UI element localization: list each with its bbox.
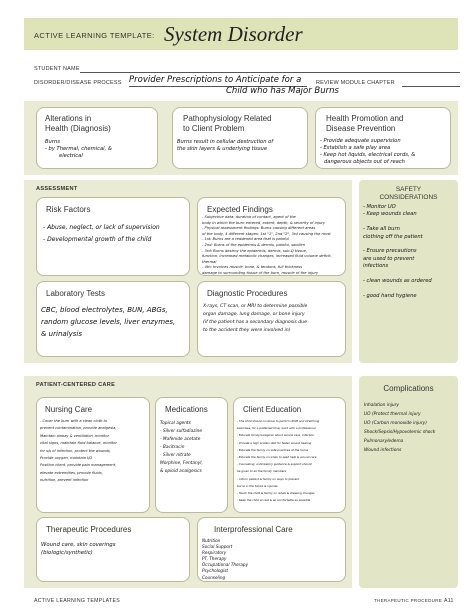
interprofessional-care-line-3: Respiratory bbox=[202, 550, 227, 556]
therapeutic-procedures-line-2: (biologic/synthetic) bbox=[41, 550, 93, 556]
client-education-line-5: - Educate the family on safe practices at the home bbox=[237, 447, 309, 452]
interprofessional-care-line-7: Counseling bbox=[202, 574, 226, 580]
laboratory-tests-line-1: CBC, blood electrolytes, BUN, ABGs, bbox=[41, 306, 168, 314]
client-education-line-11: - Teach the child & family on rehab & dressing changes bbox=[237, 491, 315, 496]
client-education-box bbox=[233, 397, 346, 513]
expected-findings-line-6: - 2nd: Burns of the epidermis & dermis, painful, swollen bbox=[202, 242, 306, 247]
student-name-label: STUDENT NAME bbox=[34, 66, 80, 72]
risk-factors-line-2: - Developmental growth of the child bbox=[43, 236, 152, 243]
pathophysiology-title-2: to Client Problem bbox=[183, 124, 245, 133]
medications-line-4: - Bacitracin bbox=[160, 445, 185, 450]
safety-title-2: CONSIDERATIONS bbox=[379, 194, 438, 201]
interprofessional-care-line-2: Social Support bbox=[202, 544, 233, 550]
expected-findings-title: Expected Findings bbox=[207, 205, 273, 214]
complications-line-4: Shock/Sepsis/Hypovolemic shock bbox=[364, 430, 436, 435]
client-education-line-1: - The child should continue to perform ROM and stretching bbox=[237, 419, 320, 423]
medications-box bbox=[155, 397, 228, 513]
safety-considerations-panel bbox=[359, 180, 458, 363]
nursing-care-line-6: Provide oxygen, maintain I/O bbox=[40, 456, 93, 461]
alterations-line-2: - by Thermal, chemical, & bbox=[45, 146, 112, 152]
disorder-value-line1: Provider Prescriptions to Anticipate for a bbox=[129, 75, 302, 85]
risk-factors-line-1: - Abuse, neglect, or lack of supervision bbox=[43, 224, 160, 231]
interprofessional-care-line-6: Psychologist bbox=[202, 568, 229, 574]
client-education-line-3: - Educate family/caregiver about wound care, infection bbox=[237, 433, 315, 438]
risk-factors-title: Risk Factors bbox=[46, 205, 91, 214]
alterations-title-1: Alterations in bbox=[45, 114, 92, 123]
safety-line-6 bbox=[363, 241, 432, 248]
footer-right-label: THERAPEUTIC PROCEDURE bbox=[374, 598, 443, 603]
health-promotion-line-1: - Provide adequate supervision bbox=[320, 138, 401, 144]
diagnostic-procedures-title: Diagnostic Procedures bbox=[207, 289, 288, 298]
laboratory-tests-line-3: & urinalysis bbox=[41, 330, 82, 338]
diagnostic-procedures-box bbox=[197, 281, 346, 357]
medications-title: Medications bbox=[165, 405, 208, 414]
interprofessional-care-box bbox=[197, 517, 346, 582]
safety-line-10 bbox=[363, 271, 432, 278]
health-promotion-line-3: - Keep hot liquids, electrical cords, & bbox=[320, 152, 416, 158]
disorder-label: DISORDER/DISEASE PROCESS bbox=[34, 80, 122, 86]
footer-left: ACTIVE LEARNING TEMPLATES bbox=[34, 598, 121, 604]
expected-findings-line-9: - 4th: Involves muscle, bone, & tendons, full thickness bbox=[202, 265, 303, 270]
expected-findings-line-2: body in which the burn entered, extent, depth, & severity of injury bbox=[202, 220, 326, 225]
complications-line-3: UO (Carbon monoxide injury) bbox=[364, 421, 427, 426]
client-education-line-12: - Keep the child at rest & as comfortable as possible bbox=[237, 498, 311, 503]
complications-line-1: Inhalation injury bbox=[364, 403, 399, 408]
complications-panel bbox=[359, 376, 458, 588]
safety-line-2: - Keep wounds clean bbox=[363, 211, 417, 218]
complications-line-5: Pulmonary/edema bbox=[364, 439, 404, 444]
safety-line-13: - good hand hygiene bbox=[363, 292, 417, 299]
safety-line-12 bbox=[363, 285, 432, 292]
medications-line-7: & opioid analgesics bbox=[160, 469, 202, 474]
medications-line-3: - Mafenide acetate bbox=[160, 437, 201, 442]
safety-line-8: are used to prevent bbox=[363, 255, 415, 262]
alterations-box bbox=[36, 107, 158, 169]
pathophysiology-line-2: the skin layers & underlying tissue bbox=[177, 146, 268, 152]
diagnostic-procedures-line-3: (if the patient has a secondary diagnosis due bbox=[203, 320, 307, 325]
expected-findings-line-8: function, Increased metabolic changes, increased fluid volume deficit, thermal bbox=[202, 254, 332, 264]
laboratory-tests-box bbox=[36, 281, 190, 357]
expected-findings-line-3: - Physical assessment findings: Burns causing different areas bbox=[202, 226, 316, 231]
safety-line-7: - Ensure precautions bbox=[363, 248, 417, 255]
nursing-care-line-1: - Cover the burn with a clean cloth to bbox=[40, 419, 108, 423]
client-education-line-7: - Counseling, anticipatory guidance & support should bbox=[237, 462, 312, 467]
expected-findings-line-7: - 3rd: Burns destroy the epidermis, dermis, sub-Q tissue, bbox=[202, 248, 308, 253]
expected-findings-line-1: - Subjective data: duration of contact, agent of the bbox=[202, 215, 296, 219]
laboratory-tests-line-2: random glucose levels, liver enzymes, bbox=[41, 318, 176, 326]
health-promotion-title-1: Health Promotion and bbox=[326, 114, 404, 123]
laboratory-tests-title: Laboratory Tests bbox=[46, 289, 105, 298]
safety-line-4: - Take all burn bbox=[363, 226, 400, 233]
health-promotion-line-4: dangerous objects out of reach bbox=[324, 159, 405, 165]
alterations-line-3: electrical bbox=[59, 153, 83, 159]
footer-page: A11 bbox=[444, 598, 454, 604]
therapeutic-procedures-line-1: Wound care, skin coverings bbox=[41, 542, 116, 548]
diagnostic-procedures-line-2: organ damage, lung damage, or bone injury bbox=[203, 312, 305, 317]
medications-line-2: - Silver sulfadiazine bbox=[160, 429, 203, 434]
health-promotion-box bbox=[315, 107, 451, 169]
therapeutic-procedures-box bbox=[36, 517, 190, 582]
review-module-line bbox=[402, 86, 460, 87]
patient-care-label: PATIENT-CENTERED CARE bbox=[36, 382, 116, 388]
client-education-title: Client Education bbox=[243, 405, 302, 414]
safety-line-5: clothing off the patient bbox=[363, 233, 423, 240]
medications-line-5: - Silver nitrate bbox=[160, 453, 191, 458]
interprofessional-care-line-1: Nutrition bbox=[202, 538, 221, 543]
interprofessional-care-line-5: Occupational Therapy bbox=[202, 562, 249, 568]
safety-title-1: SAFETY bbox=[395, 186, 422, 193]
nursing-care-title: Nursing Care bbox=[45, 405, 93, 414]
therapeutic-procedures-title: Therapeutic Procedures bbox=[46, 525, 132, 534]
pathophysiology-line-1: Burns result in cellular destruction of bbox=[177, 139, 274, 145]
expected-findings-line-10: damage to surrounding tissue of the burn, muscle of the injury bbox=[202, 270, 319, 275]
medications-line-1: Topical agents bbox=[160, 421, 191, 426]
complications-line-6: Wound infections bbox=[364, 448, 402, 453]
client-education-line-8: be given to all the family members bbox=[237, 469, 287, 474]
pathophysiology-title-1: Pathophysiology Related bbox=[183, 114, 272, 123]
client-education-line-9: - Inform patient & family on ways to prevent bbox=[237, 476, 300, 481]
disorder-value-line2: Child who has Major Burns bbox=[226, 86, 339, 96]
health-promotion-line-2: - Establish a safe play area bbox=[320, 145, 391, 151]
complications-line-2: UO (Protect thermal injury bbox=[364, 412, 421, 417]
interprofessional-care-title: Interprofessional Care bbox=[214, 525, 293, 534]
nursing-care-line-7: Position client, provide pain management, bbox=[40, 463, 117, 468]
risk-factors-box bbox=[36, 197, 190, 276]
template-label: ACTIVE LEARNING TEMPLATE: bbox=[34, 31, 155, 40]
nursing-care-line-8: elevate extremities, provide fluids, bbox=[40, 470, 103, 475]
nursing-care-line-2: prevent contamination, provide analgesia, bbox=[40, 426, 117, 431]
safety-line-3 bbox=[363, 219, 432, 226]
nursing-care-line-9: nutrition, prevent infection bbox=[40, 478, 89, 483]
review-module-label: REVIEW MODULE CHAPTER bbox=[316, 80, 395, 86]
alterations-title-2: Health (Diagnosis) bbox=[45, 124, 111, 133]
template-title: System Disorder bbox=[164, 22, 303, 46]
expected-findings-box bbox=[197, 197, 346, 276]
alterations-line-1: Burns bbox=[45, 139, 60, 145]
safety-line-1: - Monitor UO bbox=[363, 204, 396, 210]
pathophysiology-box bbox=[172, 107, 308, 169]
nursing-care-line-4: vital signs, maintain fluid balance, monitor bbox=[40, 441, 117, 446]
client-education-line-10: burns in the future & injuries bbox=[237, 483, 278, 488]
safety-line-9: infections bbox=[363, 263, 389, 270]
diagnostic-procedures-line-4: to the accident they were involved in) bbox=[203, 328, 291, 333]
interprofessional-care-line-4: PT, Therapy bbox=[202, 556, 227, 562]
expected-findings-line-4: of the body, 4 different stages: 1st "1", 2nd "2", 3rd causing the most bbox=[202, 231, 331, 236]
diagnostic-procedures-line-1: X-rays, CT scan, or MRI to determine possible bbox=[203, 304, 308, 309]
client-education-line-4: - Provide a high protein diet for faster wound healing bbox=[237, 440, 312, 445]
nursing-care-line-5: for s/s of infection, protect the wounds, bbox=[40, 448, 111, 453]
assessment-label: ASSESSMENT bbox=[36, 186, 78, 192]
student-name-line bbox=[80, 72, 460, 73]
nursing-care-line-3: Maintain airway & ventilation, monitor bbox=[40, 433, 110, 438]
client-education-line-2: exercises, for a preferred time, work with a professional bbox=[237, 426, 316, 431]
safety-line-11: - clean wounds as ordered bbox=[363, 278, 432, 285]
health-promotion-title-2: Disease Prevention bbox=[326, 124, 396, 133]
client-education-line-6: - Educate the family on when to seek help & wound care bbox=[237, 455, 317, 460]
medications-line-6: Morphine, Fentanyl, bbox=[160, 461, 203, 466]
nursing-care-box bbox=[36, 397, 150, 513]
complications-title: Complications bbox=[383, 384, 434, 393]
expected-findings-line-5: - 1st: Burns are a reddened area that is painful bbox=[202, 237, 289, 242]
